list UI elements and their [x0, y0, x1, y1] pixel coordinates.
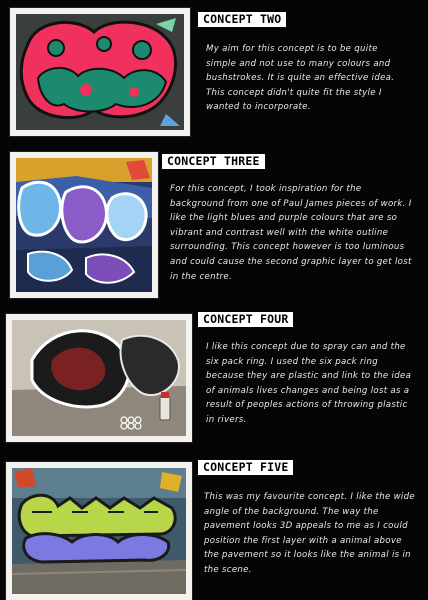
concept-four-title: CONCEPT FOUR: [198, 312, 293, 327]
concept-two-title: CONCEPT TWO: [198, 12, 286, 27]
concept-five-image: [6, 462, 192, 600]
concept-two-description: My aim for this concept is to be quite simple and not use to many colours and bushstrokes. It is quite an effective idea. This concept didn't quite fit the style I wanted to incorporate.: [206, 44, 395, 113]
concept-five-title: CONCEPT FIVE: [198, 460, 293, 475]
concept-five-description: This was my favourite concept. I like the wide angle of the background. The way the pavement looks 3D appeals to me as I could position the first layer with a animal above the pavement so it looks like the animal is in the scene.: [204, 492, 415, 575]
concept-three-description: For this concept, I took inspiration for the background from one of Paul James pieces of work. I like the light blues and purple colours that are so vibrant and contrast well with the white outline surrounding. This concept however is too luminous and could cause the second graphic layer to get lost in the centre.: [170, 184, 412, 282]
concept-three-panel: [0, 148, 428, 308]
concept-four-image: [6, 314, 192, 442]
concept-four-description: I like this concept due to spray can and the six pack ring. I used the six pack ring because they are plastic and link to the idea of animals lives changes and being lost as a result of peoples actions of throwing plastic in rivers.: [206, 342, 412, 425]
concept-five-panel: [0, 456, 428, 600]
concept-two-image: [10, 8, 190, 136]
concept-four-panel: [0, 308, 428, 458]
concept-three-title: CONCEPT THREE: [162, 154, 265, 169]
concept-two-panel: [0, 0, 428, 150]
concept-three-image: [10, 152, 158, 298]
